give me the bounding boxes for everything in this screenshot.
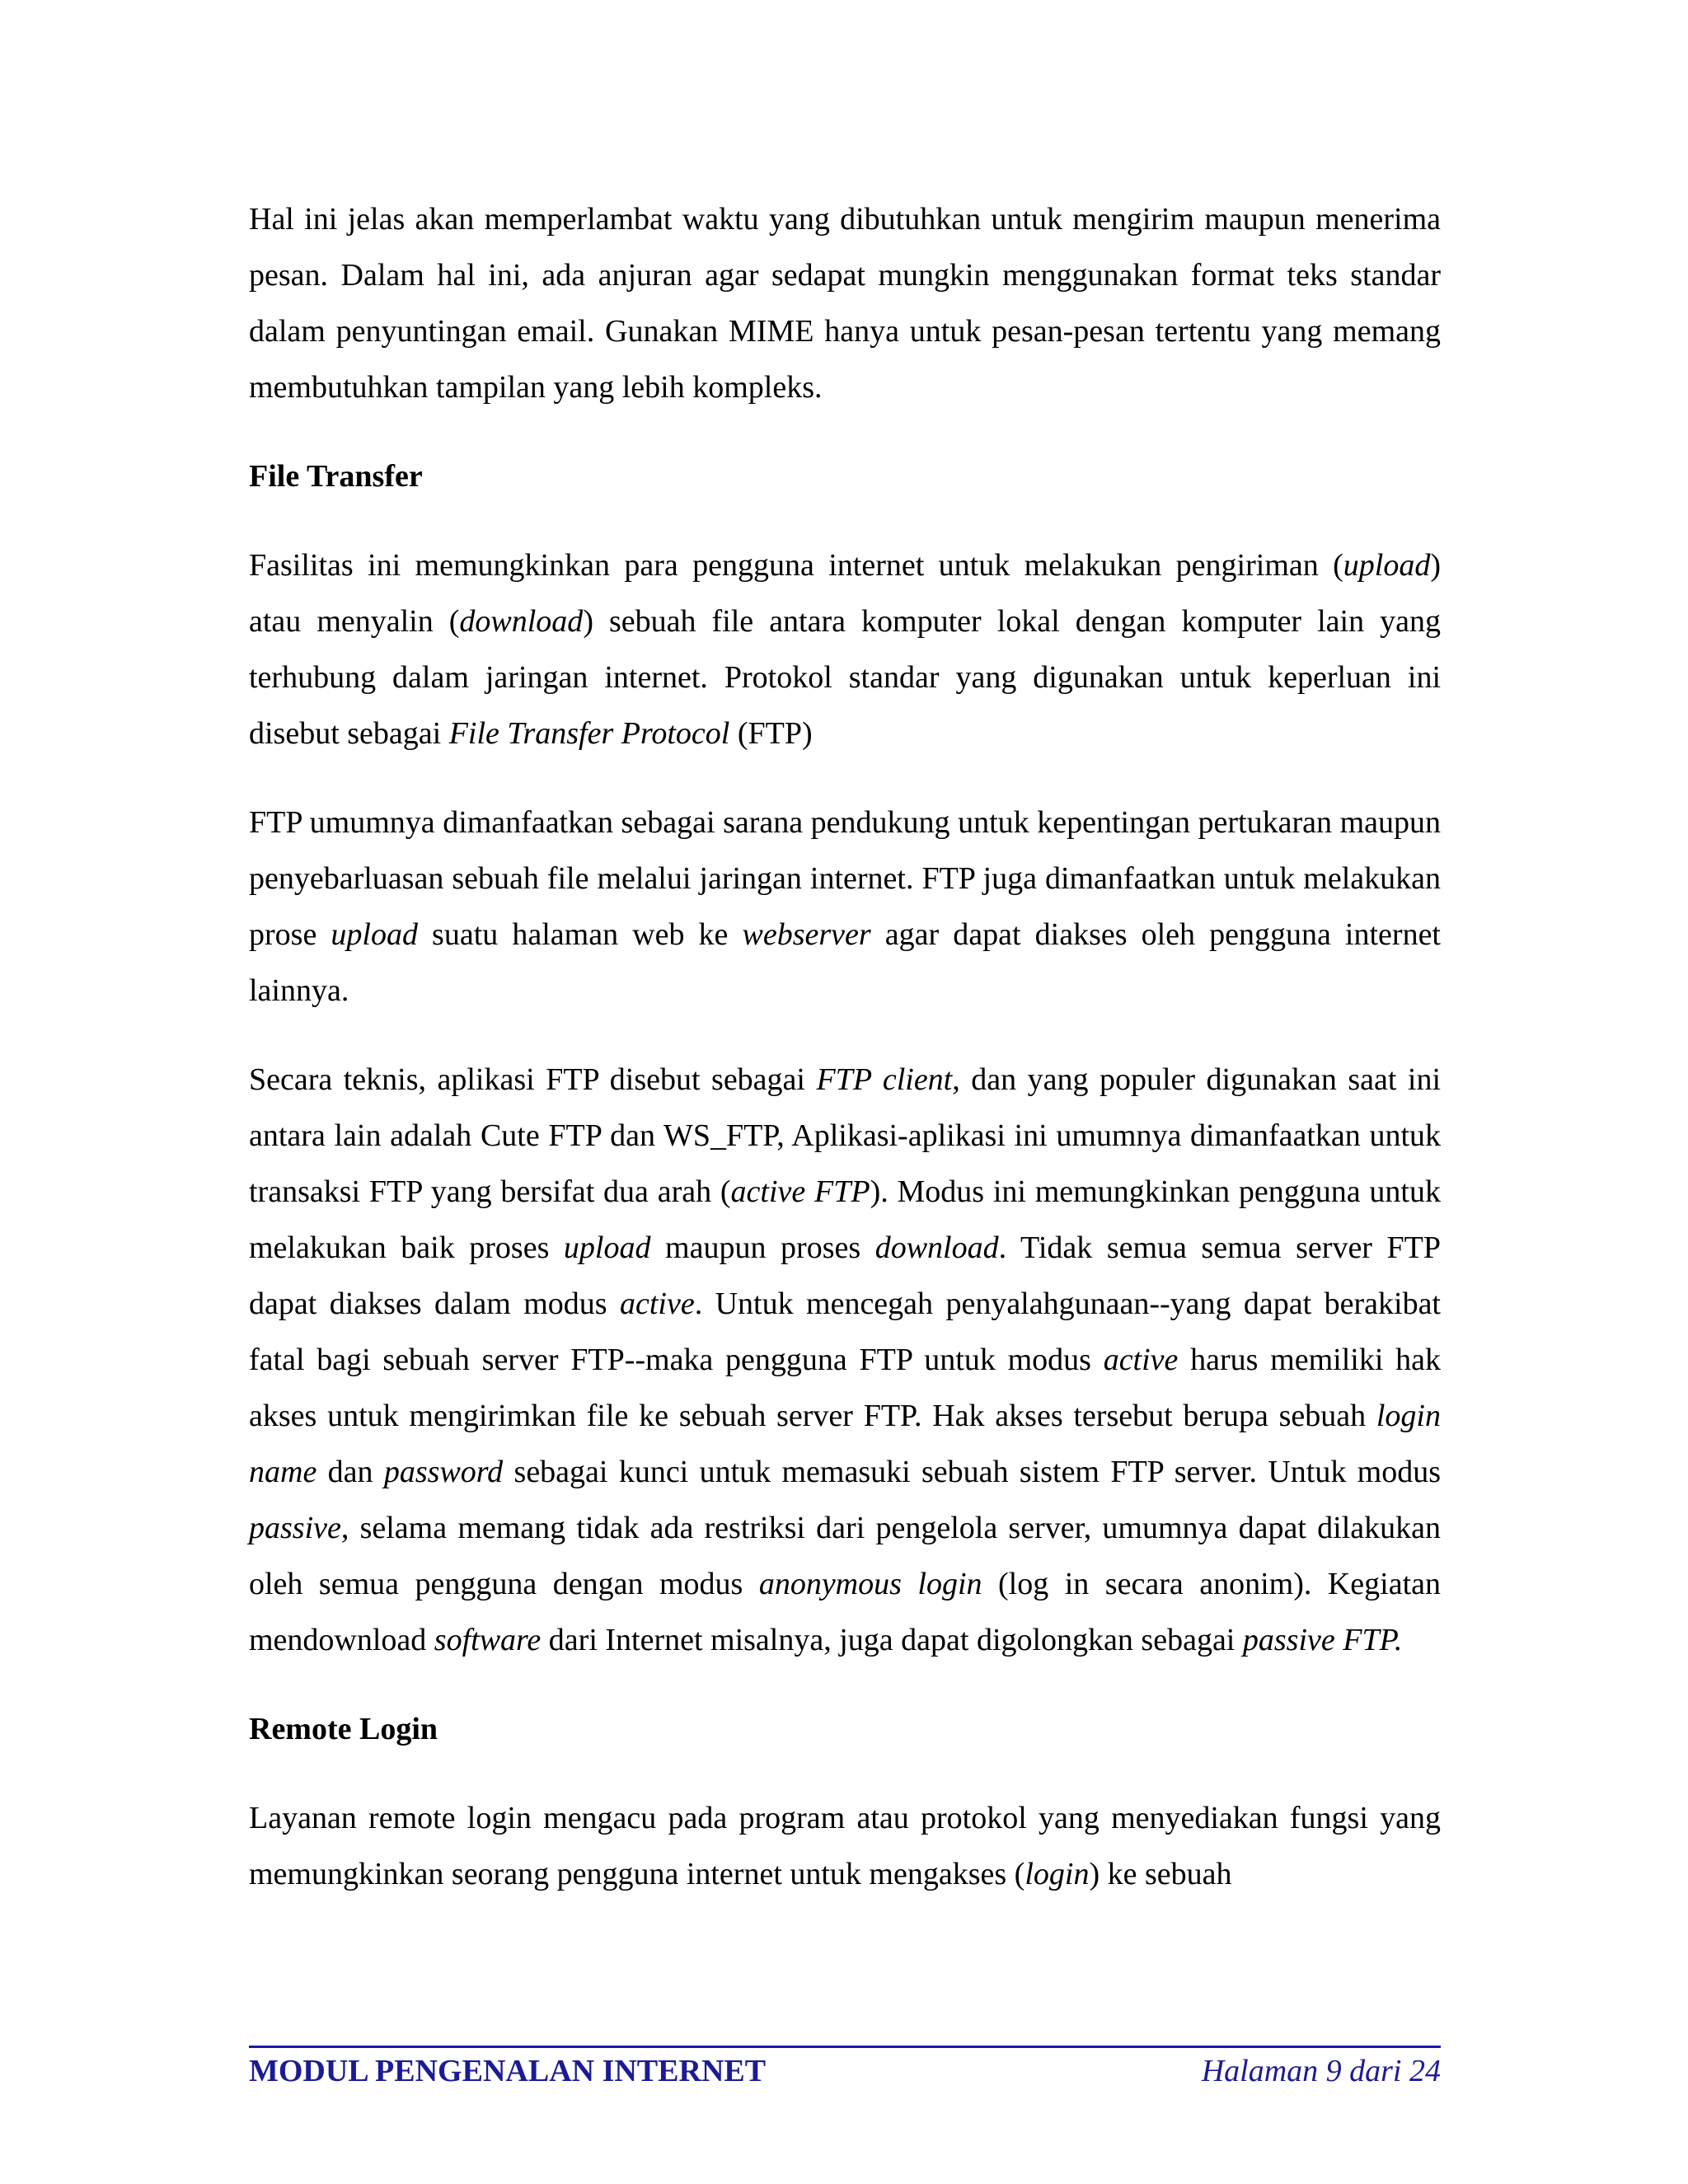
text-run: dan <box>316 1455 384 1489</box>
italic-run: download <box>459 604 584 639</box>
text-run: dari Internet misalnya, juga dapat digolongkan sebagai <box>541 1623 1243 1657</box>
text-run: ) sebuah file antara komputer lokal dengan komputer lain yang terhubung dalam jaringan internet. Protokol standar yang digunakan untuk keperluan ini disebut sebagai <box>249 604 1441 751</box>
text-run: agar dapat diakses oleh pengguna internet lainnya. <box>249 917 1441 1008</box>
italic-run: upload <box>331 917 418 952</box>
paragraph-mime <box>249 191 1441 415</box>
italic-run: FTP client <box>816 1062 953 1097</box>
italic-run: login <box>1025 1857 1090 1891</box>
text-run: , dan yang populer digunakan saat ini antara lain adalah Cute FTP dan WS_FTP, Aplikasi-aplikasi ini umumnya dimanfaatkan untuk transaksi FTP yang bersifat dua arah ( <box>249 1062 1442 1209</box>
italic-run: passive FTP. <box>1242 1623 1403 1657</box>
text-run: (log in secara anonim). Kegiatan mendownload <box>249 1567 1441 1657</box>
italic-run: File Transfer Protocol <box>448 716 730 751</box>
text-run: Layanan remote login mengacu pada program atau protokol yang menyediakan fungsi yang memungkinkan seorang pengguna internet untuk mengakses ( <box>249 1801 1441 1891</box>
italic-run: login name <box>249 1399 1441 1489</box>
text-run: harus memiliki hak akses untuk mengirimkan file ke sebuah server FTP. Hak akses tersebut berupa sebuah <box>249 1343 1442 1433</box>
italic-run: software <box>434 1623 542 1657</box>
italic-run: passive <box>249 1511 341 1545</box>
italic-run: download <box>874 1230 999 1265</box>
text-run: ). Modus ini memungkinkan pengguna untuk melakukan baik proses <box>249 1174 1441 1265</box>
text-run: , selama memang tidak ada restriksi dari pengelola server, umumnya dapat dilakukan oleh semua pengguna dengan modus <box>249 1511 1441 1601</box>
footer-module-title: MODUL PENGENALAN INTERNET <box>249 2054 767 2088</box>
italic-run: password <box>383 1455 504 1489</box>
text-run: ) atau menyalin ( <box>249 548 1441 639</box>
paragraph-file-transfer <box>249 537 1441 762</box>
heading-remote-login: Remote Login <box>249 1712 438 1746</box>
page-footer <box>249 2046 1441 2089</box>
text-run: . Untuk mencegah penyalahgunaan--yang dapat berakibat fatal bagi sebuah server FTP--maka pengguna FTP untuk modus <box>249 1286 1441 1377</box>
heading-file-transfer: File Transfer <box>249 459 423 494</box>
italic-run: anonymous login <box>758 1567 982 1601</box>
text-run: maupun proses <box>650 1230 875 1265</box>
text-run: sebagai kunci untuk memasuki sebuah sistem FTP server. Untuk modus <box>503 1455 1442 1489</box>
italic-run: webserver <box>742 917 871 952</box>
paragraph-ftp-technical <box>249 1052 1441 1668</box>
text-run: (FTP) <box>729 716 813 751</box>
footer-page-number: Halaman 9 dari 24 <box>1201 2054 1441 2088</box>
italic-run: active FTP <box>730 1174 870 1209</box>
text-run: Fasilitas ini memungkinkan para pengguna internet untuk melakukan pengiriman ( <box>249 548 1343 583</box>
italic-run: active <box>1103 1343 1179 1377</box>
text-run: FTP umumnya dimanfaatkan sebagai sarana pendukung untuk kepentingan pertukaran maupun penyebarluasan sebuah file melalui jaringan internet. FTP juga dimanfaatkan untuk melakukan prose <box>249 805 1441 952</box>
italic-run: upload <box>563 1230 651 1265</box>
italic-run: upload <box>1343 548 1431 583</box>
document-body <box>249 191 1441 1935</box>
paragraph-remote-login <box>249 1790 1441 1902</box>
text-run: suatu halaman web ke <box>417 917 743 952</box>
text-run: ) ke sebuah <box>1089 1857 1232 1891</box>
paragraph-text: Hal ini jelas akan memperlambat waktu yang dibutuhkan untuk mengirim maupun menerima pesan. Dalam hal ini, ada anjuran agar sedapat mungkin menggunakan format teks standar dalam penyuntingan email. Gunakan MIME hanya untuk pesan-pesan tertentu yang memang membutuhkan tampilan yang lebih kompleks. <box>249 202 1441 405</box>
text-run: Secara teknis, aplikasi FTP disebut sebagai <box>249 1062 817 1097</box>
text-run: . Tidak semua semua server FTP dapat diakses dalam modus <box>249 1230 1441 1321</box>
italic-run: active <box>619 1286 695 1321</box>
paragraph-ftp-usage <box>249 794 1441 1019</box>
